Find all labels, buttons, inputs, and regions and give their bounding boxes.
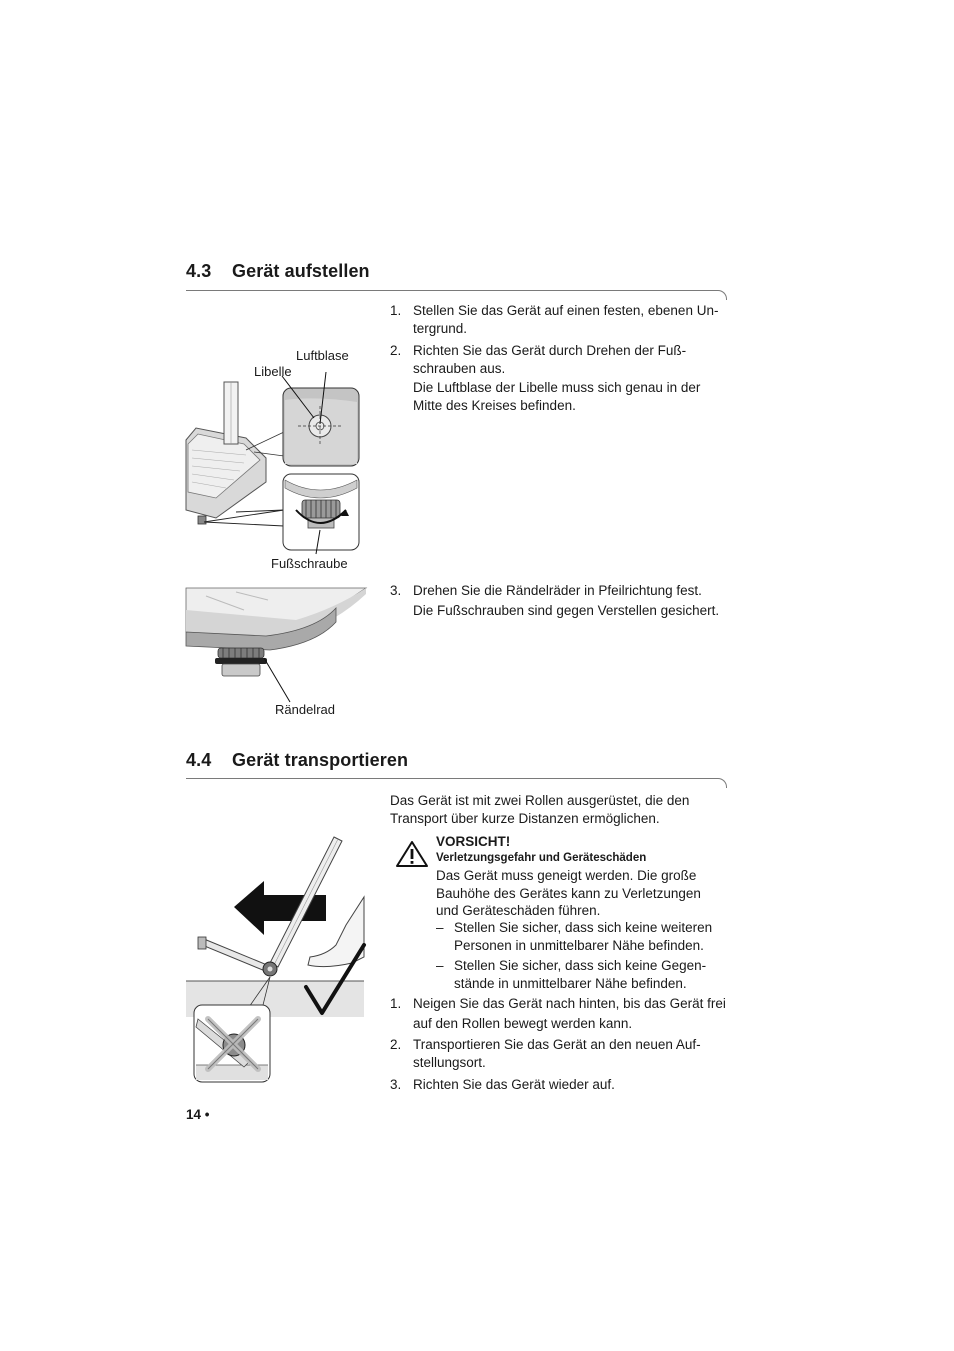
page-number: 14 • bbox=[186, 1107, 210, 1122]
label-libelle: Libelle bbox=[254, 364, 292, 379]
figure-knurled-wheel bbox=[186, 588, 366, 708]
warning-triangle-icon bbox=[395, 840, 429, 868]
caution-title: VORSICHT! bbox=[436, 834, 511, 849]
label-fussschraube: Fußschraube bbox=[271, 556, 348, 571]
section-rule bbox=[186, 290, 718, 291]
transport-intro: Das Gerät ist mit zwei Rollen ausgerüstet, die den Transport über kurze Distanzen ermöglichen. bbox=[390, 793, 690, 826]
section-4-3-heading bbox=[186, 261, 370, 282]
section-rule-corner bbox=[717, 290, 727, 300]
section-4-4-heading bbox=[186, 750, 408, 771]
label-luftblase: Luftblase bbox=[296, 348, 349, 363]
section-title: Gerät transportieren bbox=[232, 750, 409, 770]
section-title: Gerät aufstellen bbox=[232, 261, 370, 281]
section-rule-corner bbox=[717, 778, 727, 788]
caution-subtitle: Verletzungsgefahr und Geräteschäden bbox=[436, 852, 647, 864]
section-number: 4.3 bbox=[186, 261, 212, 281]
step-2-result: Die Luftblase der Libelle muss sich genau in der Mitte des Kreises befinden. bbox=[413, 380, 701, 413]
label-raendelrad: Rändelrad bbox=[275, 702, 335, 717]
caution-body: Das Gerät muss geneigt werden. Die große Bauhöhe des Gerätes kann zu Verletzungen und Geräteschäden führen. bbox=[436, 868, 701, 918]
section-rule bbox=[186, 778, 718, 779]
step-3-result: Die Fußschrauben sind gegen Verstellen gesichert. bbox=[413, 603, 720, 618]
figure-transport bbox=[186, 835, 366, 1085]
section-number: 4.4 bbox=[186, 750, 212, 770]
